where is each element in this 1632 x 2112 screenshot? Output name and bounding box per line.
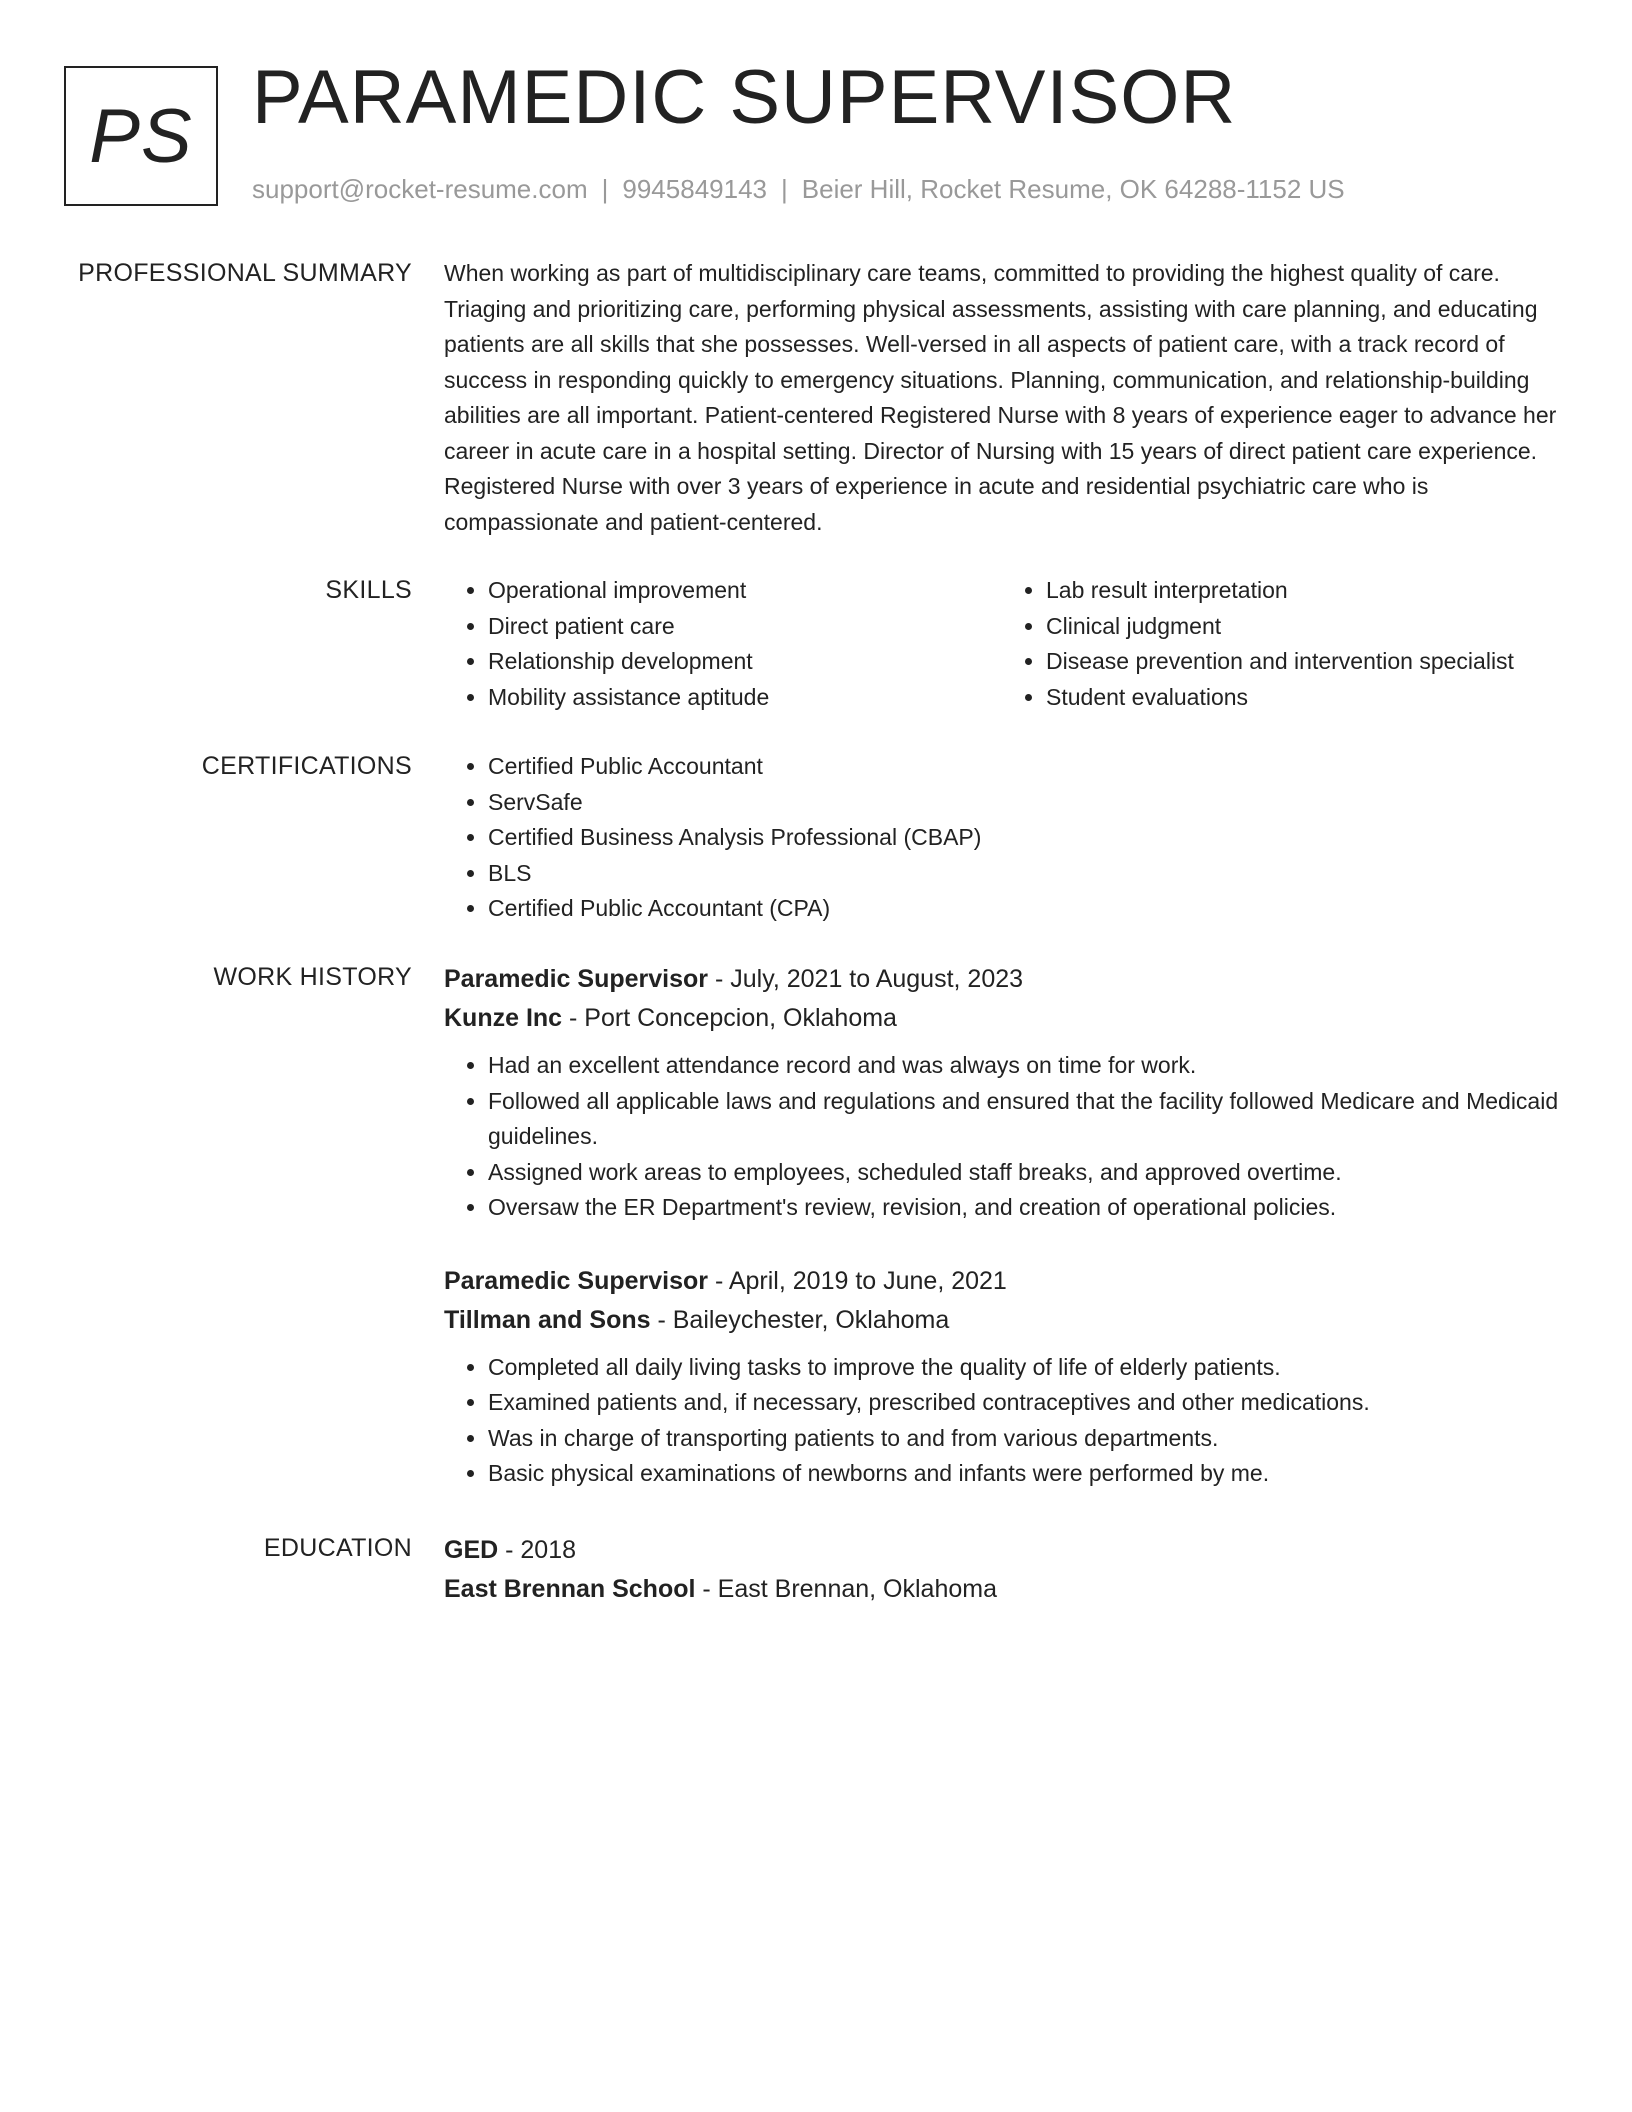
- contact-line: [252, 174, 1345, 205]
- monogram-box: [64, 66, 218, 206]
- job-bullet: • Basic physical examinations of newborns and infants were performed by me.: [488, 1456, 1560, 1492]
- job-bullet: • Oversaw the ER Department's review, revision, and creation of operational policies.: [488, 1190, 1560, 1226]
- skills-column-left: [444, 573, 1002, 715]
- skill-item: • Clinical judgment: [1046, 609, 1560, 645]
- job-entry: [444, 1262, 1560, 1492]
- skills-column-right: [1002, 573, 1560, 715]
- candidate-name: PARAMEDIC SUPERVISOR: [252, 55, 1237, 140]
- job-bullet: • Had an excellent attendance record and was always on time for work.: [488, 1048, 1560, 1084]
- job-company: Tillman and Sons: [444, 1305, 651, 1334]
- education-heading: EDUCATION: [263, 1534, 412, 1562]
- skills-list: [444, 573, 1560, 715]
- certifications-list: [444, 749, 1560, 927]
- skill-item: • Direct patient care: [488, 609, 1002, 645]
- job-dates: - April, 2019 to June, 2021: [708, 1266, 1007, 1295]
- summary-text: When working as part of multidisciplinary care teams, committed to providing the highest quality of care. Triaging and prioritizing care, performing physical assessments, assisting with care planning, and educating patients are all skills that she possesses. Well-versed in all aspects of patient care, with a track record of success in responding quickly to emergency situations. Planning, communication, and relationship-building abilities are all important. Patient-centered Registered Nurse with 8 years of experience eager to advance her career in acute care in a hospital setting. Director of Nursing with 15 years of direct patient care experience. Registered Nurse with over 3 years of experience in acute and residential psychiatric care who is compassionate and patient-centered.: [444, 260, 1557, 535]
- education-year: - 2018: [498, 1536, 577, 1564]
- job-bullet: • Followed all applicable laws and regulations and ensured that the facility followed Medicare and Medicaid guidelines.: [488, 1084, 1560, 1155]
- job-company-line: [444, 1301, 1560, 1340]
- skill-item: • Relationship development: [488, 644, 1002, 680]
- job-bullet: • Completed all daily living tasks to improve the quality of life of elderly patients.: [488, 1350, 1560, 1386]
- job-bullet: • Assigned work areas to employees, scheduled staff breaks, and approved overtime.: [488, 1155, 1560, 1191]
- job-entry: [444, 960, 1560, 1226]
- job-location: - Port Concepcion, Oklahoma: [562, 1004, 897, 1032]
- contact-address: Beier Hill, Rocket Resume, OK 64288-1152 US: [801, 174, 1345, 204]
- education-school-line: [444, 1570, 1560, 1609]
- certifications-heading: CERTIFICATIONS: [201, 752, 412, 780]
- job-company-line: [444, 999, 1560, 1038]
- skill-item: • Operational improvement: [488, 573, 1002, 609]
- job-bullet: • Was in charge of transporting patients to and from various departments.: [488, 1421, 1560, 1457]
- certification-item: • Certified Business Analysis Professional (CBAP): [488, 820, 1560, 856]
- education-degree-line: [444, 1531, 1560, 1570]
- skill-item: • Disease prevention and intervention specialist: [1046, 644, 1560, 680]
- certification-item: • BLS: [488, 856, 1560, 892]
- monogram-initials: PS: [89, 93, 193, 179]
- job-title-line: [444, 960, 1560, 999]
- job-role: Paramedic Supervisor: [444, 1266, 709, 1295]
- skill-item: • Mobility assistance aptitude: [488, 680, 1002, 716]
- certification-item: • Certified Public Accountant: [488, 749, 1560, 785]
- certification-item: • ServSafe: [488, 785, 1560, 821]
- skill-item: • Lab result interpretation: [1046, 573, 1560, 609]
- education-school: East Brennan School: [444, 1575, 696, 1603]
- job-title-line: [444, 1262, 1560, 1301]
- summary-heading: PROFESSIONAL SUMMARY: [78, 259, 412, 287]
- job-dates: - July, 2021 to August, 2023: [708, 965, 1024, 993]
- skill-item: • Student evaluations: [1046, 680, 1560, 716]
- contact-separator: |: [601, 174, 609, 204]
- job-bullet: • Examined patients and, if necessary, prescribed contraceptives and other medications.: [488, 1385, 1560, 1421]
- job-company: Kunze Inc: [444, 1004, 563, 1032]
- certification-item: • Certified Public Accountant (CPA): [488, 891, 1560, 927]
- job-role: Paramedic Supervisor: [444, 965, 709, 993]
- education-entry: [444, 1531, 1560, 1609]
- work-history-entries: [444, 960, 1560, 1492]
- work-history-heading: WORK HISTORY: [213, 963, 412, 991]
- education-degree: GED: [444, 1536, 499, 1564]
- contact-phone: 9945849143: [622, 174, 767, 204]
- job-bullets: [444, 1048, 1560, 1226]
- contact-email: support@rocket-resume.com: [252, 174, 588, 204]
- job-bullets: [444, 1350, 1560, 1492]
- job-location: - Baileychester, Oklahoma: [650, 1305, 950, 1334]
- skills-heading: SKILLS: [325, 576, 412, 604]
- education-location: - East Brennan, Oklahoma: [695, 1575, 997, 1603]
- contact-separator: |: [781, 174, 788, 204]
